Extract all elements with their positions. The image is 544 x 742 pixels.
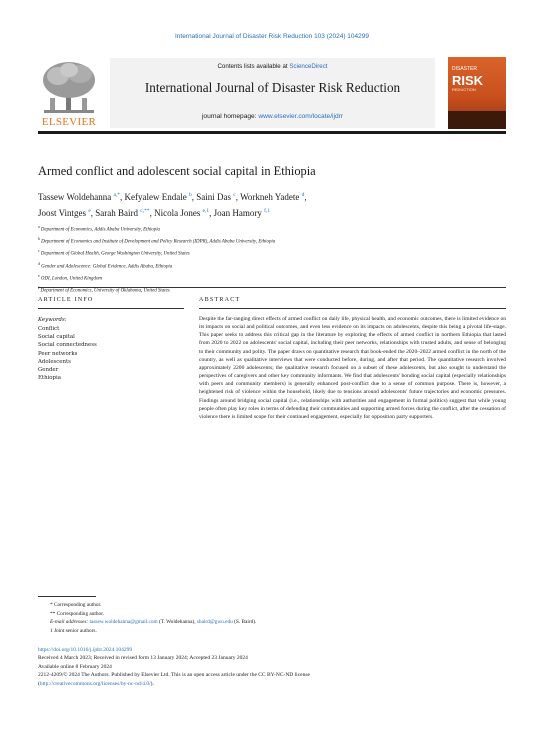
affiliation-item: $^f$ Department of Economics, University of Oklahoma, United States xyxy=(38,286,170,294)
journal-cover-image xyxy=(448,57,506,129)
author-marks[interactable]: c,** xyxy=(140,208,150,214)
email-owner-1: (T. Woldehanna), xyxy=(157,619,197,626)
publication-info xyxy=(38,646,506,688)
keyword-item: Peer networks xyxy=(38,350,78,357)
keyword-item: Conflict xyxy=(38,326,60,332)
author-name: Workneh Yadete xyxy=(240,192,300,202)
abstract-text: Despite the far-ranging direct effects of armed conflict on daily life, physical health, and economic outcomes, there is limited evidence on its impacts on social and political outcomes, and even less evidence on its impacts on adolescents, despite this being a pivotal life-stage. This paper seeks to address this critical gap in the literature by exploring the effects of armed conflict in northern Ethiopia that lasted from 2020 to 2022 on adolescents' social capital, including their peer networks, relationships with trusted adults, and sense of belonging to their community and polity. The paper draws on quantitative research that book-ended the 2020–2022 armed conflict in the north of the country, as well as qualitative interviews that were conducted before, during, and after that period. The quantitative research involved approximately 2200 adolescents; the qualitative research focused on a subset of these adolescents, but also sought to understand the perspectives of caregivers and other key community informants. We find that adolescents' bonding social capital (especially relationships with peers and community members) is generally enhanced post-conflict due to a sense of common purpose. There is, however, a heightened risk of violence within the household, likely due to tensions around adolescents' future trajectories and economic pressures. Findings around bridging social capital (i.e., relationships with authorities and engagement in formal politics) suggest that while young people often play key roles in terms of defending their communities and supporting armed forces during the conflict, after the cessation of violence there is limited scope for their continued engagement, especially for opposition party supporters. xyxy=(199,316,506,420)
email-label: E-mail addresses: xyxy=(50,619,90,626)
license-suffix: ). xyxy=(150,680,154,687)
keyword-item: Social connectedness xyxy=(38,342,97,349)
contents-prefix: Contents lists available at xyxy=(217,63,290,70)
author-marks[interactable]: a,* xyxy=(113,192,121,198)
footnote-corresponding-2: ** Corresponding author. xyxy=(50,610,104,617)
abstract-rule xyxy=(199,308,506,309)
abstract-heading: ABSTRACT xyxy=(199,297,241,303)
author-name: Sarah Baird xyxy=(95,208,139,218)
cover-text-risk: RISK xyxy=(452,73,484,88)
footnote-rule xyxy=(38,596,96,597)
affiliation-item: $^c$ Department of Global Health, George Washington University, United States xyxy=(38,249,190,258)
journal-citation[interactable]: International Journal of Disaster Risk Reduction 103 (2024) 104299 xyxy=(174,33,370,40)
section-rule xyxy=(38,287,506,288)
available-online: Available online 8 February 2024 xyxy=(38,663,112,670)
paper-title: Armed conflict and adolescent social capital in Ethiopia xyxy=(38,164,316,178)
affiliation-item: $^e$ ODI, London, United Kingdom xyxy=(38,273,102,282)
footnotes xyxy=(38,601,506,635)
author-marks[interactable]: b xyxy=(189,192,192,198)
contents-available-line xyxy=(110,63,435,70)
keywords-label: Keywords: xyxy=(38,317,67,323)
keyword-item: Adolescents xyxy=(38,358,71,365)
affiliation-item: $^b$ Department of Economics and Institute of Development and Policy Research (IDPR), Addis Ababa University, Ethiopia xyxy=(38,237,276,245)
affiliation-item: $^d$ Gender and Adolescence: Global Evidence, Addis Ababa, Ethiopia xyxy=(38,261,173,270)
elsevier-wordmark: ELSEVIER xyxy=(41,116,97,128)
author-list: Tassew Woldehanna $^{a,*}$, Kefyalew Endale $^b$, Saini Das $^c$, Workneh Yadete $^d$, Joost Vintges $^e$, Sarah Baird $^{c,**}$, Nicola Jones $^{e,1}$, Joan Hamory $^{f,1}$ xyxy=(38,192,307,218)
footnote-corresponding-1: * Corresponding author. xyxy=(50,602,102,608)
elsevier-tree-icon xyxy=(38,58,100,116)
keyword-item: Social capital xyxy=(38,334,75,341)
author-name: Kefyalew Endale xyxy=(124,192,187,202)
article-info-rule xyxy=(38,308,184,309)
received-dates: Received 4 March 2023; Received in revised form 13 January 2024; Accepted 23 January 2024 xyxy=(38,655,248,662)
keywords-list xyxy=(38,325,97,382)
footnote-joint: 1 Joint senior authors. xyxy=(50,627,97,634)
email-link-2[interactable]: sbaird@gwu.edu xyxy=(196,619,233,626)
journal-homepage-line xyxy=(110,113,435,120)
doi-link[interactable]: https://doi.org/10.1016/j.ijdrr.2024.104299 xyxy=(38,647,133,653)
homepage-link[interactable]: www.elsevier.com/locate/ijdrr xyxy=(258,113,344,120)
author-name: Joost Vintges xyxy=(38,208,87,218)
article-info-heading: ARTICLE INFO xyxy=(38,297,94,303)
email-owner-2: (S. Baird). xyxy=(232,619,257,626)
journal-title: International Journal of Disaster Risk Reduction xyxy=(144,80,401,95)
affiliations xyxy=(38,223,506,296)
cover-text-sub: REDUCTION xyxy=(452,87,476,92)
cover-text-top: DISASTER xyxy=(452,66,478,72)
author-name: Nicola Jones xyxy=(154,208,201,218)
header-rule xyxy=(38,131,506,134)
keyword-item: Gender xyxy=(38,367,59,374)
sciencedirect-link[interactable]: ScienceDirect xyxy=(289,63,328,70)
author-marks[interactable]: e,1 xyxy=(202,208,210,214)
author-marks[interactable]: d xyxy=(301,192,305,198)
license-link[interactable]: http://creativecommons.org/licenses/by-nc-nd/4.0/ xyxy=(39,680,151,687)
author-name: Tassew Woldehanna xyxy=(38,192,112,202)
keyword-item: Ethiopia xyxy=(38,375,61,382)
elsevier-logo xyxy=(38,58,100,130)
author-marks[interactable]: e xyxy=(88,208,91,214)
author-marks[interactable]: f,1 xyxy=(264,208,271,214)
affiliation-item: $^a$ Department of Economics, Addis Ababa University, Ethiopia xyxy=(38,225,161,233)
license-text: 2212-4209/© 2024 The Authors. Published by Elsevier Ltd. This is an open access article under the CC BY-NC-ND license xyxy=(38,672,310,679)
email-link-1[interactable]: tassew.woldehanna@gmail.com xyxy=(89,619,158,626)
footnote-emails xyxy=(38,618,506,627)
author-marks[interactable]: c xyxy=(233,192,236,198)
homepage-prefix: journal homepage: xyxy=(201,113,259,120)
cover-bottom-band xyxy=(448,111,506,129)
author-name: Joan Hamory xyxy=(213,208,262,218)
license-url-line: (http://creativecommons.org/licenses/by-nc-nd/4.0/). xyxy=(38,680,154,687)
author-name: Saini Das xyxy=(196,192,232,202)
